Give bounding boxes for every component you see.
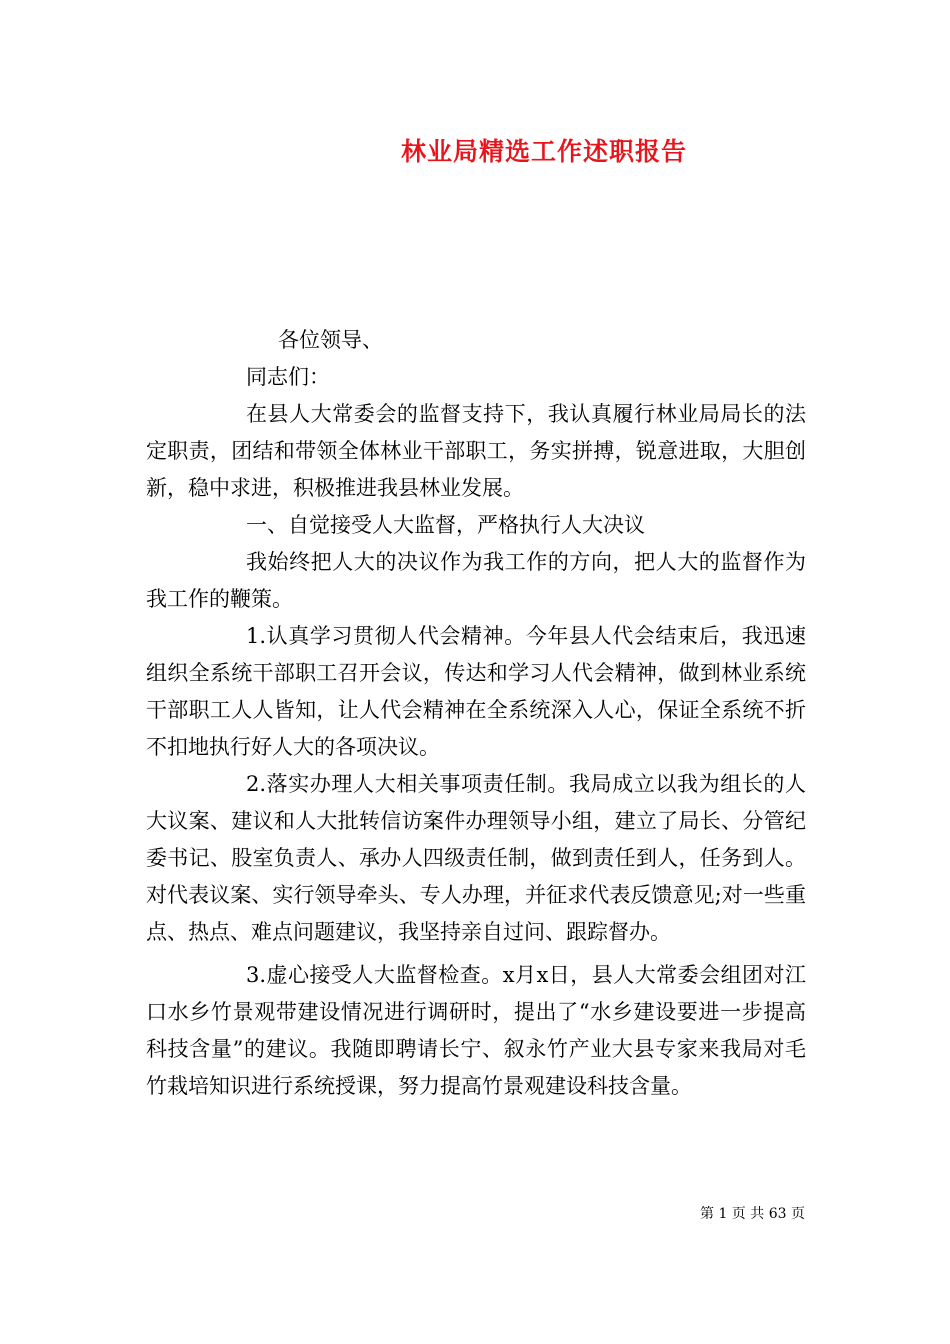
paragraph-item-3: 3.虚心接受人大监督检查。x月x日，县人大常委会组团对江口水乡竹景观带建设情况进行调研时，提出了“水乡建设要进一步提高科技含量”的建议。我随即聘请长宁、叙永竹产业大县专家来我局对毛竹栽培知识进行系统授课，努力提高竹景观建设科技含量。 bbox=[146, 963, 806, 1098]
greeting-leaders: 各位领导、 bbox=[278, 328, 383, 352]
paragraph-item-2: 2.落实办理人大相关事项责任制。我局成立以我为组长的人大议案、建议和人大批转信访案件办理领导小组，建立了局长、分管纪委书记、股室负责人、承办人四级责任制，做到责任到人，任务到人。对代表议案、实行领导牵头、专人办理，并征求代表反馈意见;对一些重点、热点、难点问题建议，我坚持亲自过问、跟踪督办。 bbox=[146, 772, 806, 944]
document-title: 林业局精选工作述职报告 bbox=[400, 137, 687, 166]
paragraph-intro: 在县人大常委会的监督支持下，我认真履行林业局局长的法定职责，团结和带领全体林业干部职工，务实拼搏，锐意进取，大胆创新，稳中求进，积极推进我县林业发展。 bbox=[146, 402, 806, 500]
section-heading-1: 一、自觉接受人大监督，严格执行人大决议 bbox=[246, 513, 645, 537]
paragraph-section-1: 我始终把人大的决议作为我工作的方向，把人大的监督作为我工作的鞭策。 bbox=[146, 550, 806, 611]
document-body bbox=[146, 322, 806, 1105]
paragraph-item-1: 1.认真学习贯彻人代会精神。今年县人代会结束后，我迅速组织全系统干部职工召开会议，传达和学习人代会精神，做到林业系统干部职工人人皆知，让人代会精神在全系统深入人心，保证全系统不折不扣地执行好人大的各项决议。 bbox=[146, 624, 806, 759]
page-number: 第 1 页 共 63 页 bbox=[700, 1206, 805, 1222]
greeting-comrades: 同志们： bbox=[246, 365, 330, 389]
